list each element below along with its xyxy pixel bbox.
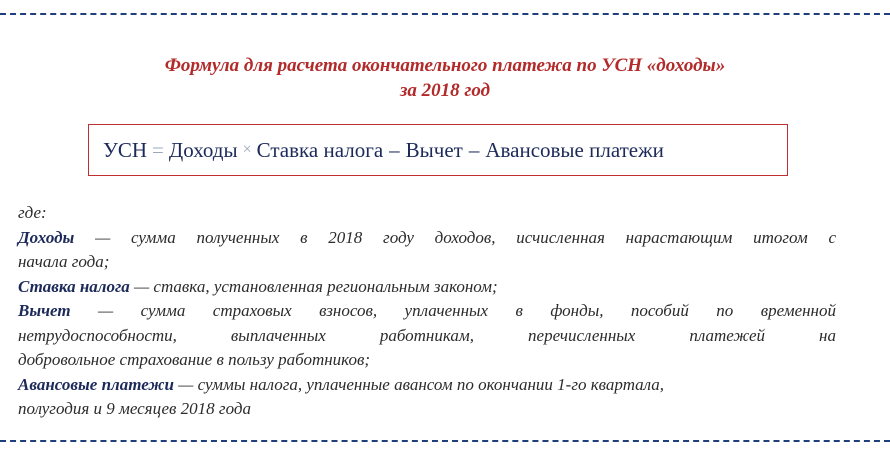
formula-box xyxy=(88,124,788,176)
definition-advance-line-2: полугодия и 9 месяцев 2018 года xyxy=(18,399,251,418)
minus-sign-1: – xyxy=(389,137,400,162)
definition-text: — сумма полученных в 2018 году доходов, исчисленная нарастающим итогом с xyxy=(74,227,836,247)
definition-income-line-2: начала года; xyxy=(18,252,110,271)
formula-lhs: УСН xyxy=(103,137,148,162)
explanation-block xyxy=(18,201,836,422)
formula-title-line-1: Формула для расчета окончательного платежа по УСН «доходы» xyxy=(164,55,726,76)
definition-deduction-line-3: добровольное страхование в пользу работников; xyxy=(18,350,371,369)
definition-deduction-line-1 xyxy=(18,299,836,324)
top-dashed-border xyxy=(0,13,890,15)
minus-sign-2: – xyxy=(468,137,480,162)
bottom-dashed-border xyxy=(0,440,890,442)
where-label: где: xyxy=(18,203,47,222)
definition-term: Вычет xyxy=(18,301,71,320)
definition-text: — ставка, установленная региональным законом; xyxy=(129,276,498,296)
formula-term-income: Доходы xyxy=(168,137,238,162)
definition-text: — суммы налога, уплаченные авансом по окончании 1-го квартала, xyxy=(174,374,665,394)
definition-tax-rate xyxy=(18,275,836,300)
multiply-sign: × xyxy=(242,141,252,158)
definition-income-line-1 xyxy=(18,226,836,251)
formula-term-deduction: Вычет xyxy=(405,137,463,162)
formula-term-advance-payments: Авансовые платежи xyxy=(485,137,664,162)
formula-title-line-2: за 2018 год xyxy=(399,80,491,101)
equals-sign: = xyxy=(152,137,164,162)
definition-term: Доходы xyxy=(18,227,75,247)
definition-term: Авансовые платежи xyxy=(18,374,175,394)
definition-advance-line-1 xyxy=(18,373,836,398)
definition-term: Ставка налога xyxy=(18,276,130,296)
definition-text: — сумма страховых взносов, уплаченных в фонды, пособий по временной xyxy=(70,301,836,320)
formula-term-tax-rate: Ставка налога xyxy=(256,137,384,162)
definition-deduction-line-2: нетрудоспособности, выплаченных работникам, перечисленных платежей на xyxy=(18,325,836,345)
